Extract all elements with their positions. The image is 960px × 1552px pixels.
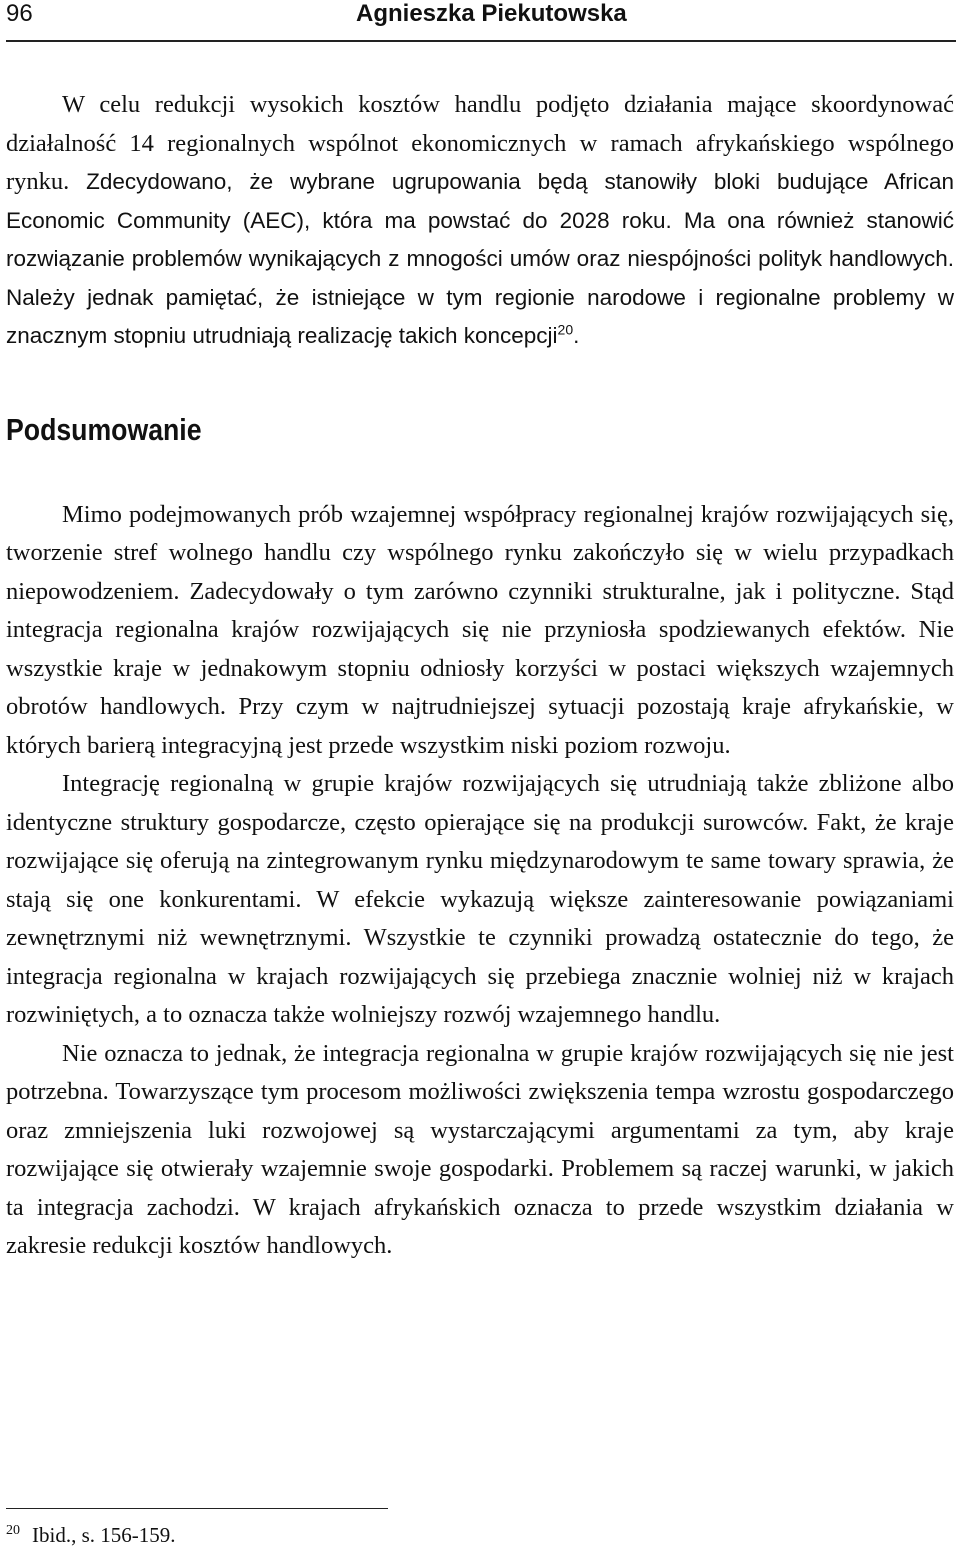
paragraph-1-sans: Zdecydowano, że wybrane ugrupowania będą stanowiły bloki budujące African Economic Community (AEC), która ma powstać do 2028 roku. Ma ona również stanowić rozwiązanie problemów wynikających z mnogości umów oraz niespójności polityk handlowych. Należy jednak pamiętać, że istniejące w tym regionie narodowe i regionalne problemy w znacznym stopniu utrudniają realizację takich koncepcji — [6, 169, 954, 348]
paragraph-2: Mimo podejmowanych prób wzajemnej współpracy regionalnej krajów rozwijających się, tworzenie stref wolnego handlu czy wspólnego rynku zakończyło się w wielu przypadkach niepowodzeniem. Zadecydowały o tym zarówno czynniki strukturalne, jak i polityczne. Stąd integracja regionalna krajów rozwijających się nie przyniosła spodziewanych efektów. Nie wszystkie kraje w jednakowym stopniu odniosły korzyści w postaci większych wzajemnych obrotów handlowych. Przy czym w najtrudniejszej sytuacji pozostają kraje afrykańskie, w których barierą integracyjną jest przede wszystkim niski poziom rozwoju. — [6, 500, 954, 759]
page-header — [6, 0, 956, 42]
footnote-text: Ibid., s. 156-159. — [32, 1523, 176, 1547]
paragraph-1 — [6, 86, 954, 356]
page-number: 96 — [6, 0, 33, 27]
body-text — [6, 86, 954, 1266]
footnote-ref-20[interactable]: 20 — [557, 321, 574, 338]
paragraph-4: Nie oznacza to jednak, że integracja regionalna w grupie krajów rozwijających się nie jest potrzebna. Towarzyszące tym procesom możliwości zwiększenia tempa wzrostu gospodarczego oraz zmniejszenia luki rozwojowej są wystarczającymi argumentami za tym, aby kraje rozwijające się otwierały wzajemnie swoje gospodarki. Problemem są raczej warunki, w jakich ta integracja zachodzi. W krajach afrykańskich oznacza to przede wszystkim działania w zakresie redukcji kosztów handlowych. — [6, 1039, 954, 1259]
paragraph-3: Integrację regionalną w grupie krajów rozwijających się utrudniają także zbliżone albo identyczne struktury gospodarcze, często opierające się na produkcji surowców. Fakt, że kraje rozwijające się oferują na zintegrowanym rynku międzynarodowym te same towary sprawia, że stają się one konkurentami. W efekcie wykazują większe zainteresowanie powiązaniami zewnętrznymi niż wewnętrznymi. Wszystkie te czynniki prowadzą ostatecznie do tego, że integracja regionalna w krajach rozwijających się przebiega znacznie wolniej niż w krajach rozwiniętych, a to oznacza także wolniejszy rozwój wzajemnego handlu. — [6, 770, 954, 1028]
paragraph-1-end: . — [573, 323, 580, 348]
section-title: Podsumowanie — [6, 411, 202, 447]
footnote-divider — [6, 1508, 388, 1509]
footnote-20 — [6, 1522, 176, 1548]
paragraph-1-serif: W celu redukcji wysokich kosztów handlu podjęto działania mające skoordynować działalność 14 regionalnych wspólnot ekonomicznych w ramach afrykańskiego wspólnego rynku. — [6, 91, 954, 195]
footnote-mark: 20 — [6, 1523, 20, 1538]
running-head: Agnieszka Piekutowska — [356, 0, 627, 27]
